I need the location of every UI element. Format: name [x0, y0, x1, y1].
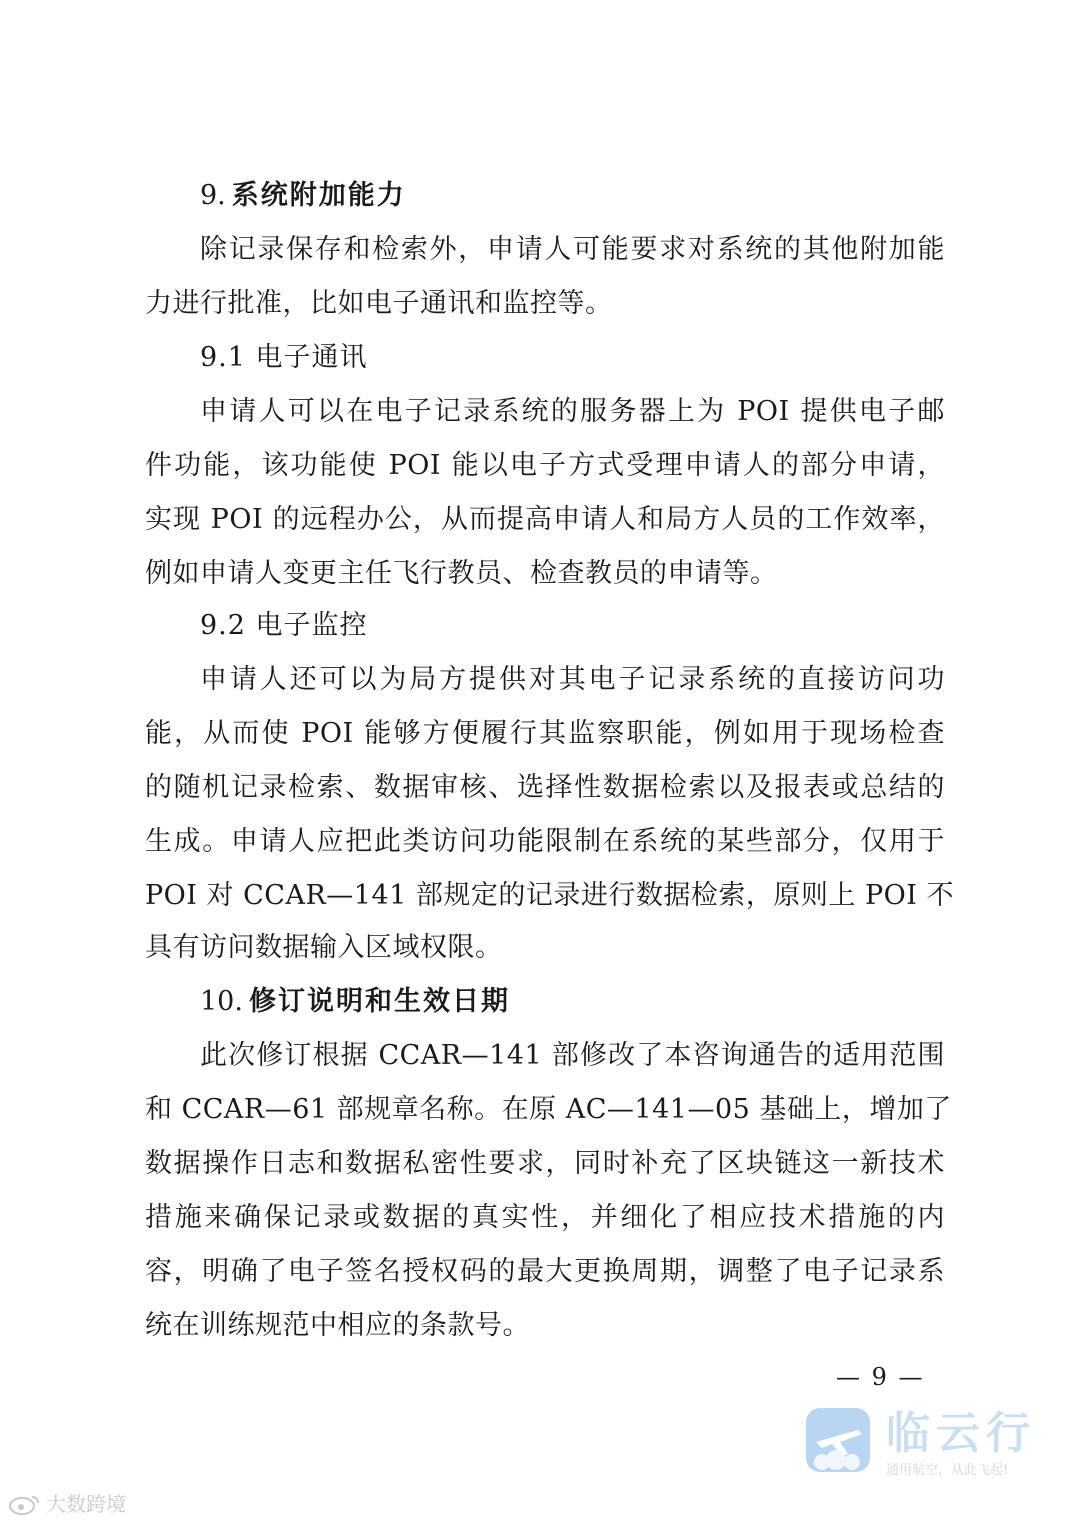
page-number: — 9 —	[836, 1363, 925, 1391]
paragraph-line: 件功能，该功能使 POI 能以电子方式受理申请人的部分申请，	[145, 450, 945, 481]
weibo-icon	[8, 1493, 42, 1515]
watermark-logo	[806, 1408, 1038, 1488]
section-9-2-heading: 9.2 电子监控	[200, 610, 368, 641]
section-9-title: 系统附加能力	[231, 180, 406, 211]
paragraph-line: 实现 POI 的远程办公，从而提高申请人和局方人员的工作效率，	[145, 504, 945, 535]
section-9-1-heading: 9.1 电子通讯	[200, 342, 368, 373]
paragraph-line: 和 CCAR—61 部规章名称。在原 AC—141—05 基础上，增加了	[145, 1094, 952, 1125]
paragraph-line: 申请人还可以为局方提供对其电子记录系统的直接访问功	[200, 664, 945, 695]
section-10-title: 修订说明和生效日期	[248, 986, 510, 1017]
paragraph-line: 统在训练规范中相应的条款号。	[145, 1310, 530, 1341]
paragraph-line: 生成。申请人应把此类访问功能限制在系统的某些部分，仅用于	[145, 826, 945, 857]
paragraph-line: 除记录保存和检索外，申请人可能要求对系统的其他附加能	[200, 234, 945, 265]
paragraph-line: 措施来确保记录或数据的真实性，并细化了相应技术措施的内	[145, 1202, 945, 1233]
paragraph-line: 申请人可以在电子记录系统的服务器上为 POI 提供电子邮	[200, 396, 945, 427]
paragraph-line: 的随机记录检索、数据审核、选择性数据检索以及报表或总结的	[145, 772, 945, 803]
airplane-cloud-icon	[806, 1408, 870, 1472]
paragraph-line: 力进行批准，比如电子通讯和监控等。	[145, 288, 613, 319]
paragraph-line: 此次修订根据 CCAR—141 部修改了本咨询通告的适用范围	[200, 1040, 945, 1071]
watermark-brand: 临云行	[886, 1408, 1036, 1459]
corner-watermark-text: 大数跨境	[46, 1492, 126, 1516]
corner-watermark	[8, 1490, 126, 1518]
watermark-slogan: 通用航空，从此飞起!	[886, 1463, 1009, 1478]
paragraph-line: 具有访问数据输入区域权限。	[145, 932, 503, 963]
paragraph-line: 例如申请人变更主任飞行教员、检查教员的申请等。	[145, 558, 778, 589]
section-10-heading	[200, 982, 945, 1022]
paragraph-line: 容，明确了电子签名授权码的最大更换周期，调整了电子记录系	[145, 1256, 945, 1287]
section-9-heading	[200, 176, 945, 216]
paragraph-line: POI 对 CCAR—141 部规定的记录进行数据检索，原则上 POI 不	[145, 880, 955, 911]
paragraph-line: 数据操作日志和数据私密性要求，同时补充了区块链这一新技术	[145, 1148, 945, 1179]
paragraph-line: 能，从而使 POI 能够方便履行其监察职能，例如用于现场检查	[145, 718, 945, 749]
section-10-number: 10.	[200, 986, 243, 1017]
section-9-number: 9.	[200, 180, 226, 211]
